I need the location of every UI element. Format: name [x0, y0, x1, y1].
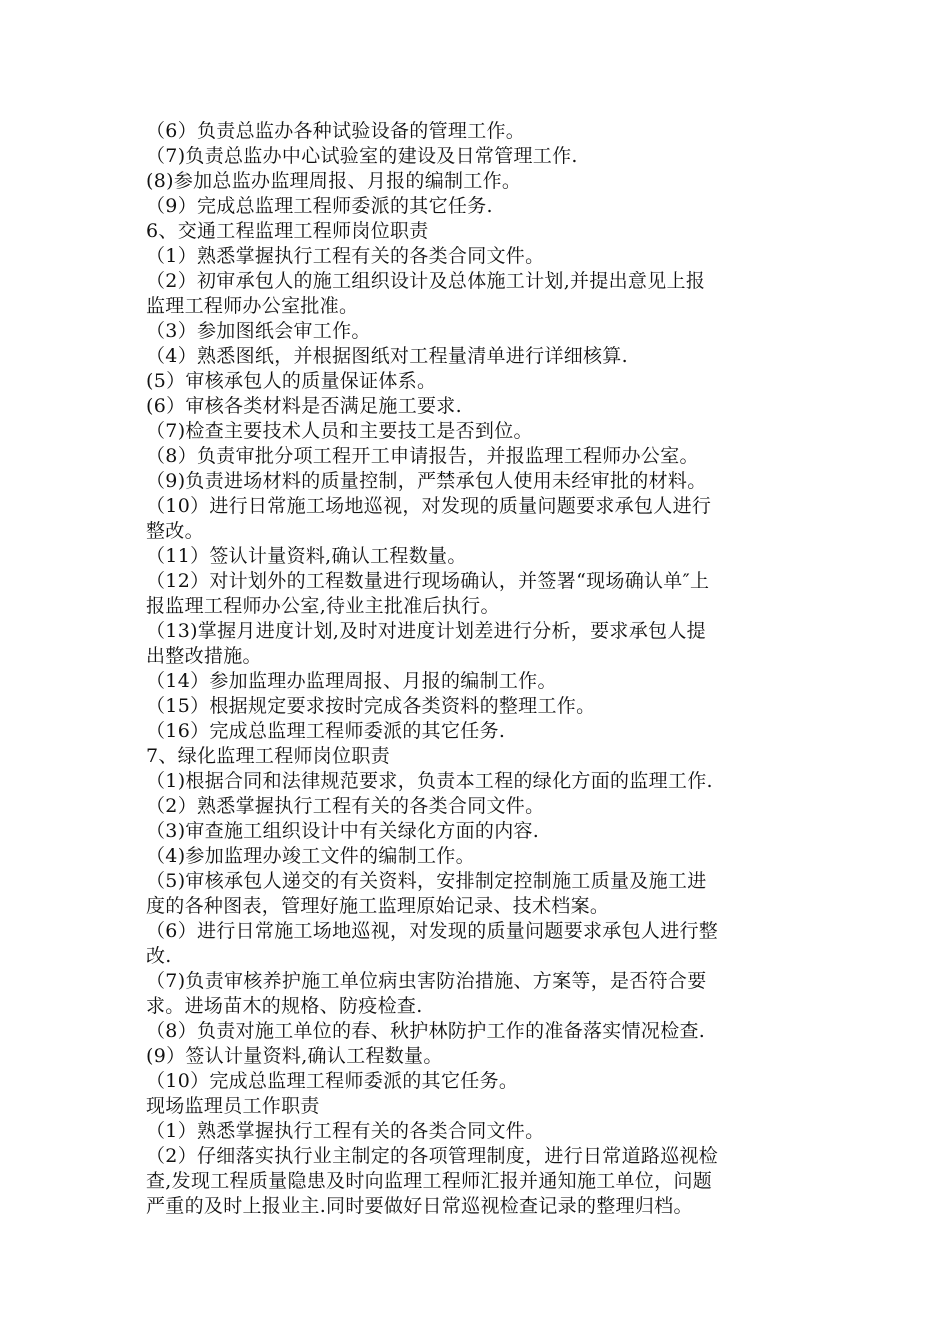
text-line: （4)参加监理办竣工文件的编制工作。 [146, 845, 475, 867]
section-heading: 现场监理员工作职责 [146, 1095, 320, 1117]
text-line: (8)参加总监办监理周报、月报的编制工作。 [146, 170, 522, 192]
text-line: 度的各种图表，管理好施工监理原始记录、技术档案。 [146, 895, 610, 917]
text-line: (9）签认计量资料,确认工程数量。 [146, 1045, 443, 1067]
text-line: （14）参加监理办监理周报、月报的编制工作。 [146, 670, 557, 692]
section-heading: 6、交通工程监理工程师岗位职责 [146, 220, 429, 242]
text-line: 出整改措施。 [146, 645, 262, 667]
text-line: （8）负责对施工单位的春、秋护林防护工作的准备落实情况检查. [146, 1020, 706, 1042]
text-line: （9）完成总监理工程师委派的其它任务. [146, 195, 493, 217]
text-line: （1）熟悉掌握执行工程有关的各类合同文件。 [146, 1120, 545, 1142]
text-line: （9)负责进场材料的质量控制，严禁承包人使用未经审批的材料。 [146, 470, 707, 492]
text-line: 报监理工程师办公室,待业主批准后执行。 [146, 595, 500, 617]
text-line: （7)负责审核养护施工单位病虫害防治措施、方案等，是否符合要 [146, 970, 707, 992]
text-line: （7)检查主要技术人员和主要技工是否到位。 [146, 420, 533, 442]
text-line: （10）进行日常施工场地巡视，对发现的质量问题要求承包人进行 [146, 495, 712, 517]
text-line: 求。进场苗木的规格、防疫检查. [146, 995, 423, 1017]
text-line: 整改。 [146, 520, 204, 542]
text-line: （2）熟悉掌握执行工程有关的各类合同文件。 [146, 795, 545, 817]
text-line: （2）初审承包人的施工组织设计及总体施工计划,并提出意见上报 [146, 270, 706, 292]
text-line: （11）签认计量资料,确认工程数量。 [146, 545, 467, 567]
text-line: （1)根据合同和法律规范要求，负责本工程的绿化方面的监理工作. [146, 770, 713, 792]
text-line: （4）熟悉图纸，并根据图纸对工程量清单进行详细核算. [146, 345, 628, 367]
text-line: （8）负责审批分项工程开工申请报告，并报监理工程师办公室。 [146, 445, 699, 467]
text-line: (6）审核各类材料是否满足施工要求. [146, 395, 462, 417]
text-line: （13)掌握月进度计划,及时对进度计划差进行分析，要求承包人提 [146, 620, 706, 642]
text-line: （7)负责总监办中心试验室的建设及日常管理工作. [146, 145, 578, 167]
text-line: （2）仔细落实执行业主制定的各项管理制度，进行日常道路巡视检 [146, 1145, 719, 1167]
text-line: 改. [146, 945, 172, 967]
text-line: （5)审核承包人递交的有关资料，安排制定控制施工质量及施工进 [146, 870, 707, 892]
text-line: （3）参加图纸会审工作。 [146, 320, 371, 342]
text-line: （3)审查施工组织设计中有关绿化方面的内容. [146, 820, 540, 842]
text-line: （6）进行日常施工场地巡视，对发现的质量问题要求承包人进行整 [146, 920, 719, 942]
text-line: （1）熟悉掌握执行工程有关的各类合同文件。 [146, 245, 545, 267]
section-heading: 7、绿化监理工程师岗位职责 [146, 745, 390, 767]
text-line: （6）负责总监办各种试验设备的管理工作。 [146, 120, 526, 142]
text-line: （16）完成总监理工程师委派的其它任务. [146, 720, 506, 742]
text-line: （15）根据规定要求按时完成各类资料的整理工作。 [146, 695, 596, 717]
text-line: 监理工程师办公室批准。 [146, 295, 359, 317]
text-line: (5）审核承包人的质量保证体系。 [146, 370, 437, 392]
text-line: 查,发现工程质量隐患及时向监理工程师汇报并通知施工单位，问题 [146, 1170, 713, 1192]
text-line: （12）对计划外的工程数量进行现场确认，并签署“现场确认单″上 [146, 570, 710, 592]
text-line: 严重的及时上报业主.同时要做好日常巡视检查记录的整理归档。 [146, 1195, 693, 1217]
text-line: （10）完成总监理工程师委派的其它任务。 [146, 1070, 519, 1092]
document-body [146, 119, 811, 1219]
